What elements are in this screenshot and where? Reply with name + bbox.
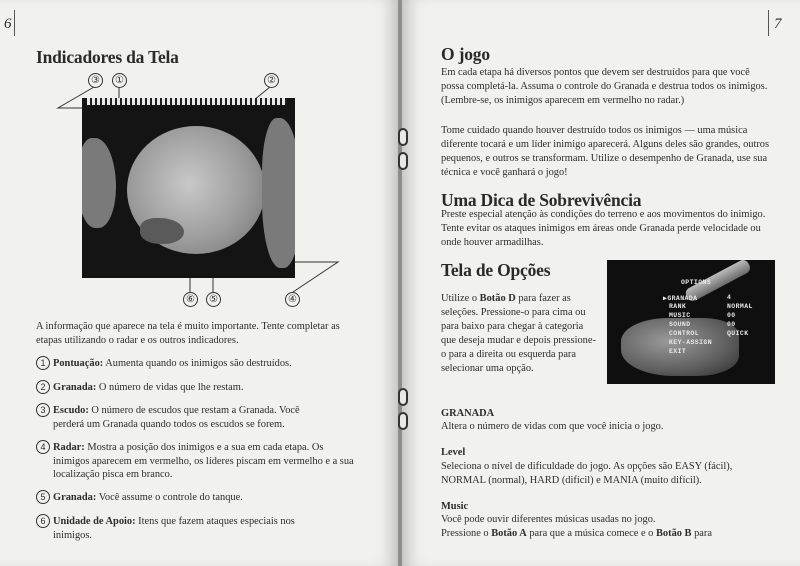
game-paragraph-1: Em cada etapa há diversos pontos que devem ser destruídos para que você possa completá-la. Assuma o controle do Granada e destrua todos os inimigos. (Lembre-se, os inimigos aparecem em vermelho no radar.) — [441, 67, 768, 106]
item-number: 6 — [36, 514, 50, 528]
music-text: Você pode ouvir diferentes músicas usadas no jogo. — [441, 514, 656, 525]
granada-heading: GRANADA — [441, 408, 495, 419]
options-paragraph: Utilize o Botão D para fazer as seleções. Pressione-o para cima ou para baixo para chegar à categoria que deseja mudar e depois pressione-o para a direita ou esquerda para selecionar uma opção. — [441, 293, 596, 374]
item-number: 5 — [36, 490, 50, 504]
item-term: Granada: — [53, 382, 97, 393]
options-title: Tela de Opções — [441, 260, 551, 280]
list-item — [36, 514, 374, 542]
hud-bar — [87, 98, 287, 105]
item-term: Pontuação: — [53, 358, 104, 369]
option-label: EXIT — [669, 348, 687, 355]
item-term: Radar: — [53, 442, 85, 453]
callout-5: ⑤ — [206, 292, 221, 307]
option-value: 00 — [727, 312, 736, 319]
item-continuation: inimigos aparecem em vermelho, os líderes piscam em vermelho e a sua localização pisca em branco. — [53, 455, 354, 480]
item-text: Você assume o controle do tanque. — [96, 492, 243, 503]
callout-1: ① — [112, 73, 127, 88]
options-header: OPTIONS — [681, 279, 712, 286]
option-label: CONTROL — [669, 330, 700, 337]
binder-ring — [398, 412, 408, 430]
survival-tip-paragraph: Preste especial atenção às condições do terreno e aos movimentos do inimigo. Tente evitar os ataques inimigos em áreas onde Granada perde velocidade ou onde houver armadilhas. — [441, 209, 766, 248]
item-term: Escudo: — [53, 405, 89, 416]
option-value: NORMAL — [727, 303, 753, 310]
terrain-bottom — [140, 218, 184, 244]
option-label: RANK — [669, 303, 687, 310]
item-text: O número de vidas que lhe restam. — [96, 382, 244, 393]
game-title: O jogo — [441, 44, 490, 64]
options-screenshot — [607, 260, 775, 384]
callout-6: ⑥ — [183, 292, 198, 307]
option-label: SOUND — [669, 321, 691, 328]
binder-ring — [398, 388, 408, 406]
callout-4: ④ — [285, 292, 300, 307]
indicators-intro: A informação que aparece na tela é muito importante. Tente completar as etapas utilizando o radar e os outros indicadores. — [36, 321, 340, 346]
page-number-right: 7 — [774, 16, 782, 32]
list-item — [36, 380, 374, 395]
item-continuation: perderá um Granada quando todos os escudos se forem. — [53, 418, 285, 430]
list-item — [36, 403, 374, 431]
terrain-right — [262, 118, 295, 268]
option-value: QUICK — [727, 330, 749, 337]
terrain-left — [82, 138, 116, 228]
indicators-title: Indicadores da Tela — [36, 47, 179, 67]
item-number: 3 — [36, 403, 50, 417]
item-text: Itens que fazem ataques especiais nos — [135, 516, 295, 527]
option-label: KEY-ASSIGN — [669, 339, 713, 346]
item-continuation: inimigos. — [53, 529, 92, 541]
level-heading: Level — [441, 447, 466, 458]
option-label: ▶GRANADA — [663, 295, 698, 302]
item-number: 1 — [36, 356, 50, 370]
item-term: Unidade de Apoio: — [53, 516, 136, 527]
binder-ring — [398, 128, 408, 146]
game-paragraph-2: Tome cuidado quando houver destruído todos os inimigos — uma música diferente tocará e um líder inimigo aparecerá. Alguns deles são grandes, outros pequenos, e outros se transformam. Utilize o desempenho de Granada, use sua técnica e você ganhará o jogo! — [441, 125, 770, 178]
option-value: 4 — [727, 294, 732, 301]
option-value: 00 — [727, 321, 736, 328]
survival-tip-title: Uma Dica de Sobrevivência — [441, 190, 642, 210]
item-text: Mostra a posição dos inimigos e a sua em cada etapa. Os — [84, 442, 324, 453]
binder-ring — [398, 152, 408, 170]
callout-2: ② — [264, 73, 279, 88]
music-heading: Music — [441, 501, 469, 512]
item-term: Granada: — [53, 492, 97, 503]
game-screenshot — [82, 98, 295, 278]
item-text: O número de escudos que restam a Granada. Você — [88, 405, 300, 416]
item-text: Aumenta quando os inimigos são destruídos. — [103, 358, 292, 369]
level-text: Seleciona o nível de dificuldade do jogo. As opções são EASY (fácil), NORMAL (normal), HARD (difícil) e MANIA (muito difícil). — [441, 461, 733, 486]
item-number: 4 — [36, 440, 50, 454]
granada-text: Altera o número de vidas com que você inicia o jogo. — [441, 421, 664, 432]
music-text-2: Pressione o Botão A para que a música comece e o Botão B para — [441, 528, 712, 539]
list-item — [36, 356, 374, 371]
page-number-left: 6 — [4, 16, 12, 32]
option-label: MUSIC — [669, 312, 691, 319]
list-item — [36, 440, 374, 482]
callout-3: ③ — [88, 73, 103, 88]
page-edge-right — [768, 10, 769, 36]
list-item — [36, 490, 374, 505]
item-number: 2 — [36, 380, 50, 394]
